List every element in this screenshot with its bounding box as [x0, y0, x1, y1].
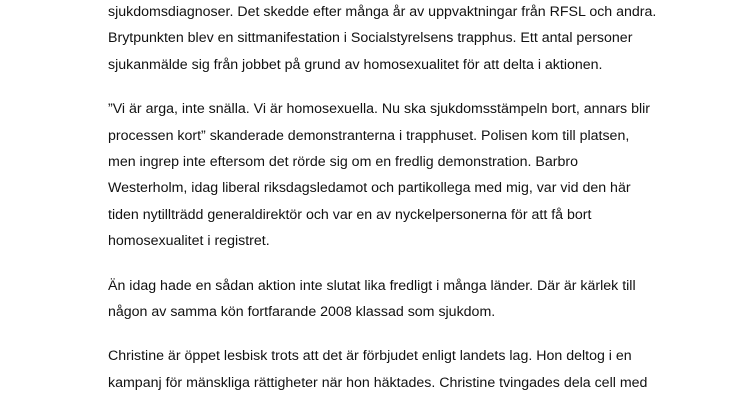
text-line: Westerholm, idag liberal riksdagsledamot och partikollega med mig, var vid den här	[108, 180, 631, 197]
text-line: Christine är öppet lesbisk trots att det är förbjudet enligt landets lag. Hon deltog i en	[108, 348, 632, 365]
paragraph-2	[108, 96, 651, 254]
paragraph-1	[108, 0, 657, 78]
text-line: homosexualitet i registret.	[108, 233, 270, 250]
text-line: sjukanmälde sig från jobbet på grund av homosexualitet för att delta i aktionen.	[108, 56, 603, 73]
paragraph-3	[108, 273, 638, 326]
text-line: men ingrep inte eftersom det rörde sig om en fredlig demonstration. Barbro	[108, 153, 579, 170]
text-line: någon av samma kön fortfarande 2008 klassad som sjukdom.	[108, 303, 496, 320]
text-line: tiden nytillträdd generaldirektör och var en av nyckelpersonerna för att få bort	[108, 206, 592, 223]
document-body	[108, 0, 657, 414]
text-line: sjukdomsdiagnoser. Det skedde efter många år av uppvaktningar från RFSL och andra.	[108, 4, 657, 20]
text-line: processen kort” skanderade demonstranterna i trapphuset. Polisen kom till platsen,	[108, 127, 630, 144]
paragraph-4	[108, 343, 648, 396]
text-line: Brytpunkten blev en sittmanifestation i Socialstyrelsens trapphus. Ett antal personer	[108, 30, 633, 47]
text-line: Än idag hade en sådan aktion inte slutat lika fredligt i många länder. Där är kärlek till	[108, 277, 636, 294]
text-line: ”Vi är arga, inte snälla. Vi är homosexuella. Nu ska sjukdomsstämpeln bort, annars blir	[108, 101, 651, 118]
text-line: kampanj för mänskliga rättigheter när hon häktades. Christine tvingades dela cell med	[108, 374, 648, 391]
